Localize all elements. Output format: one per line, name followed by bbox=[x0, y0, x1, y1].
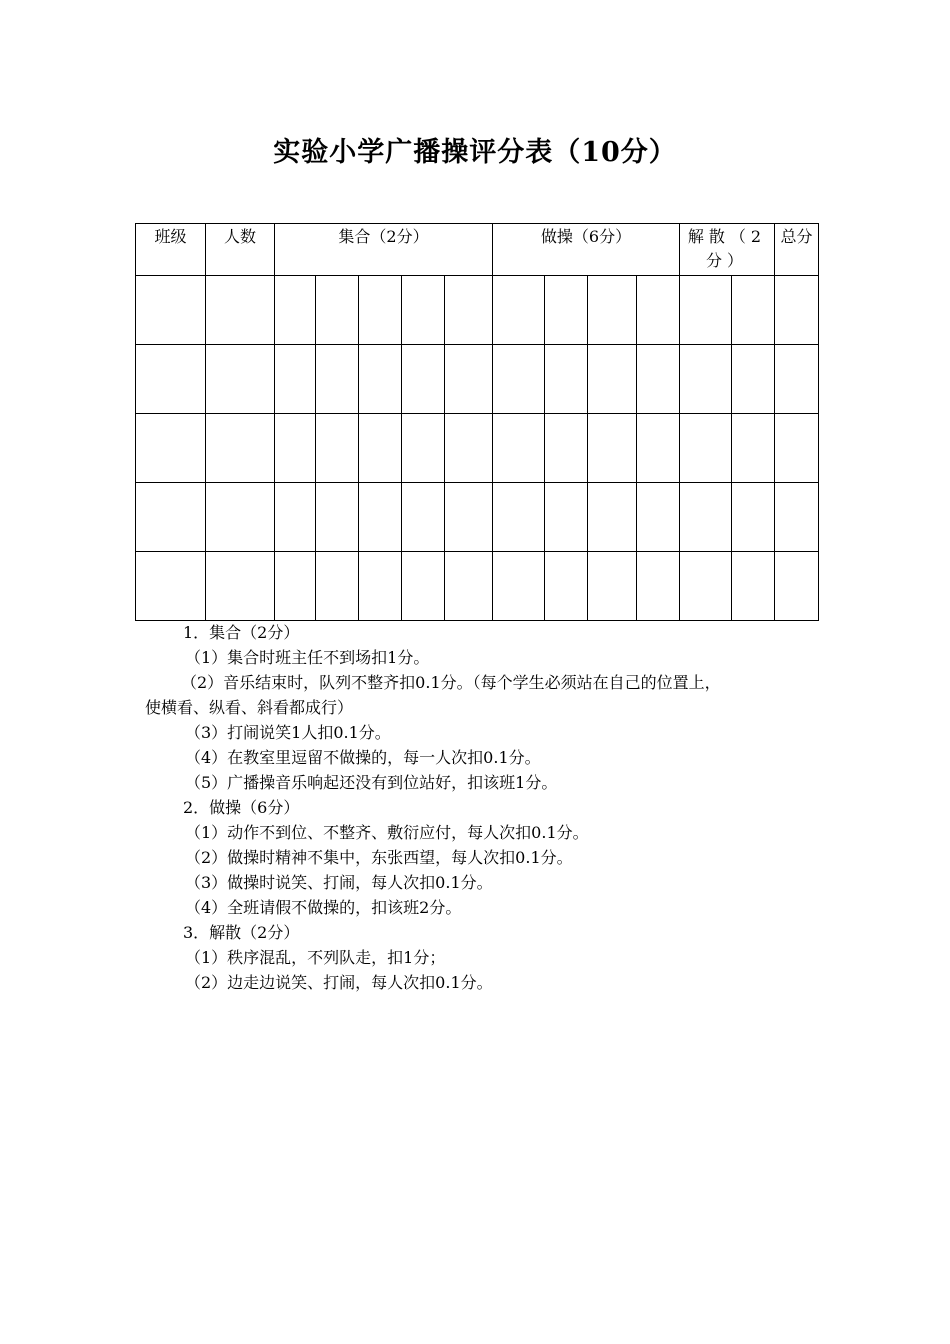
rule-item: （1）集合时班主任不到场扣1分。 bbox=[185, 648, 430, 667]
cell[interactable] bbox=[493, 483, 545, 552]
section-heading-gather: 1．集合（2分） bbox=[183, 623, 300, 642]
cell[interactable] bbox=[637, 276, 680, 345]
rule-item: （4）全班请假不做操的，扣该班2分。 bbox=[185, 898, 462, 917]
cell[interactable] bbox=[732, 483, 775, 552]
cell[interactable] bbox=[316, 414, 359, 483]
cell[interactable] bbox=[275, 414, 316, 483]
cell[interactable] bbox=[275, 552, 316, 621]
cell[interactable] bbox=[493, 552, 545, 621]
cell[interactable] bbox=[545, 414, 588, 483]
cell[interactable] bbox=[680, 483, 732, 552]
cell[interactable] bbox=[637, 414, 680, 483]
table-header-row bbox=[136, 224, 819, 276]
cell[interactable] bbox=[206, 483, 275, 552]
table-row bbox=[136, 483, 819, 552]
cell[interactable] bbox=[206, 276, 275, 345]
cell[interactable] bbox=[680, 552, 732, 621]
cell[interactable] bbox=[637, 483, 680, 552]
section-heading-exercise: 2．做操（6分） bbox=[183, 798, 300, 817]
cell[interactable] bbox=[588, 345, 637, 414]
rule-item: （2）做操时精神不集中，东张西望，每人次扣0.1分。 bbox=[185, 848, 573, 867]
rule-item: （4）在教室里逗留不做操的，每一人次扣0.1分。 bbox=[185, 748, 541, 767]
page-title: 实验小学广播操评分表（10分） bbox=[273, 137, 677, 168]
header-gather: 集合（2分） bbox=[275, 224, 493, 276]
cell[interactable] bbox=[316, 345, 359, 414]
cell[interactable] bbox=[588, 276, 637, 345]
cell[interactable] bbox=[680, 276, 732, 345]
cell[interactable] bbox=[775, 414, 819, 483]
cell[interactable] bbox=[445, 414, 493, 483]
header-total: 总分 bbox=[775, 224, 819, 276]
header-dismiss: 解散（2分） bbox=[680, 224, 775, 276]
cell[interactable] bbox=[775, 276, 819, 345]
cell[interactable] bbox=[775, 552, 819, 621]
rule-item: （5）广播操音乐响起还没有到位站好，扣该班1分。 bbox=[185, 773, 558, 792]
cell[interactable] bbox=[588, 414, 637, 483]
cell[interactable] bbox=[493, 414, 545, 483]
cell[interactable] bbox=[680, 345, 732, 414]
cell[interactable] bbox=[588, 483, 637, 552]
cell[interactable] bbox=[445, 552, 493, 621]
header-count: 人数 bbox=[206, 224, 275, 276]
cell[interactable] bbox=[359, 552, 402, 621]
cell[interactable] bbox=[545, 345, 588, 414]
cell[interactable] bbox=[445, 276, 493, 345]
cell[interactable] bbox=[775, 483, 819, 552]
cell[interactable] bbox=[545, 276, 588, 345]
cell[interactable] bbox=[680, 414, 732, 483]
cell[interactable] bbox=[545, 552, 588, 621]
cell[interactable] bbox=[275, 483, 316, 552]
cell[interactable] bbox=[402, 483, 445, 552]
cell[interactable] bbox=[637, 345, 680, 414]
scoring-rules bbox=[145, 620, 825, 995]
rule-item: （3）做操时说笑、打闹，每人次扣0.1分。 bbox=[185, 873, 493, 892]
cell[interactable] bbox=[493, 276, 545, 345]
cell[interactable] bbox=[445, 483, 493, 552]
cell[interactable] bbox=[136, 345, 206, 414]
cell[interactable] bbox=[732, 276, 775, 345]
cell[interactable] bbox=[402, 276, 445, 345]
rule-item: （1）秩序混乱，不列队走，扣1分； bbox=[185, 948, 446, 967]
cell[interactable] bbox=[206, 345, 275, 414]
cell[interactable] bbox=[732, 345, 775, 414]
cell[interactable] bbox=[275, 345, 316, 414]
cell[interactable] bbox=[136, 414, 206, 483]
cell[interactable] bbox=[136, 552, 206, 621]
cell[interactable] bbox=[359, 414, 402, 483]
cell[interactable] bbox=[275, 276, 316, 345]
table-row bbox=[136, 552, 819, 621]
rule-item: （1）动作不到位、不整齐、敷衍应付，每人次扣0.1分。 bbox=[185, 823, 589, 842]
cell[interactable] bbox=[359, 345, 402, 414]
header-exercise: 做操（6分） bbox=[493, 224, 680, 276]
cell[interactable] bbox=[493, 345, 545, 414]
section-heading-dismiss: 3．解散（2分） bbox=[183, 923, 300, 942]
cell[interactable] bbox=[316, 552, 359, 621]
header-class: 班级 bbox=[136, 224, 206, 276]
cell[interactable] bbox=[775, 345, 819, 414]
cell[interactable] bbox=[136, 483, 206, 552]
cell[interactable] bbox=[545, 483, 588, 552]
cell[interactable] bbox=[402, 552, 445, 621]
table-row bbox=[136, 345, 819, 414]
table-row bbox=[136, 276, 819, 345]
cell[interactable] bbox=[206, 414, 275, 483]
cell[interactable] bbox=[637, 552, 680, 621]
cell[interactable] bbox=[136, 276, 206, 345]
cell[interactable] bbox=[445, 345, 493, 414]
cell[interactable] bbox=[732, 414, 775, 483]
cell[interactable] bbox=[732, 552, 775, 621]
cell[interactable] bbox=[588, 552, 637, 621]
cell[interactable] bbox=[402, 345, 445, 414]
cell[interactable] bbox=[359, 276, 402, 345]
cell[interactable] bbox=[316, 483, 359, 552]
cell[interactable] bbox=[402, 414, 445, 483]
rule-item-continuation: 使横看、纵看、斜看都成行） bbox=[145, 698, 354, 717]
score-table bbox=[135, 223, 819, 621]
table-row bbox=[136, 414, 819, 483]
rule-item: （3）打闹说笑1人扣0.1分。 bbox=[185, 723, 391, 742]
cell[interactable] bbox=[316, 276, 359, 345]
cell[interactable] bbox=[359, 483, 402, 552]
rule-item: （2）边走边说笑、打闹，每人次扣0.1分。 bbox=[185, 973, 493, 992]
rule-item: （2）音乐结束时，队列不整齐扣0.1分。（每个学生必须站在自己的位置上， bbox=[181, 673, 721, 692]
cell[interactable] bbox=[206, 552, 275, 621]
